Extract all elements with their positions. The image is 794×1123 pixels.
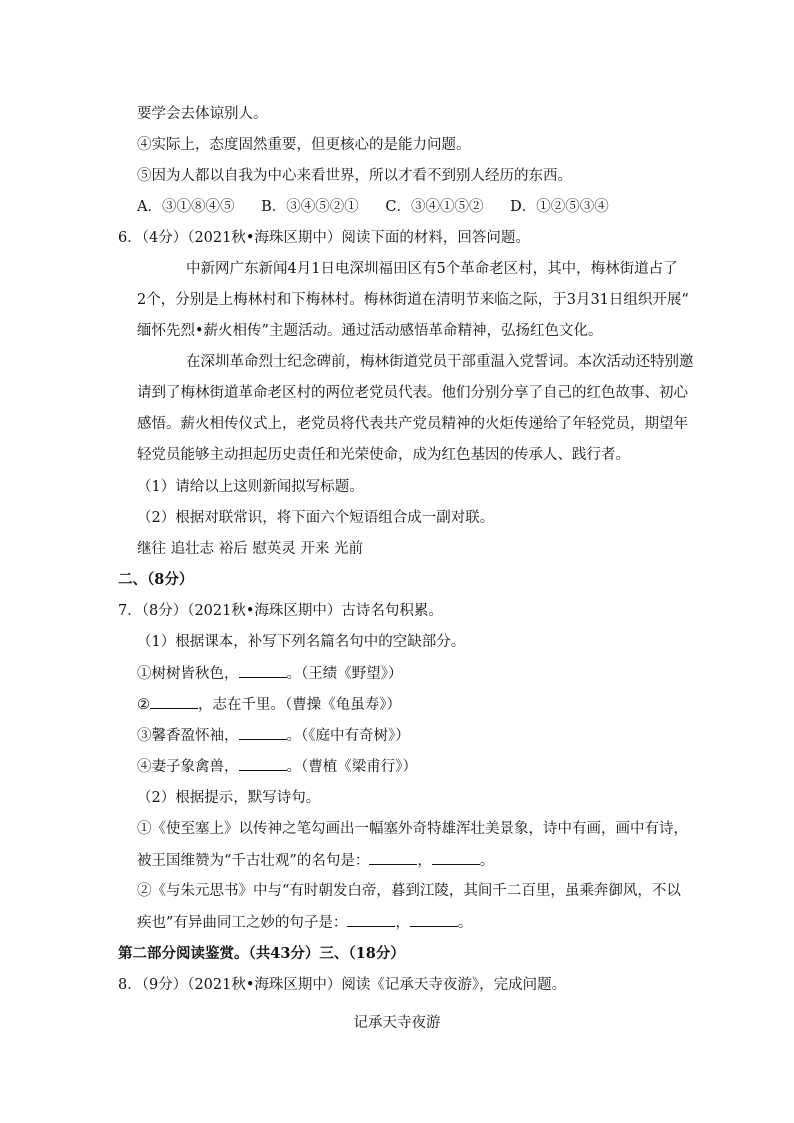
q6-phrases: 继往 追壮志 裕后 慰英灵 开来 光前 xyxy=(137,541,364,557)
q7-prompt-2-line1: ②《与朱元思书》中与“有时朝发白帝，暮到江陵，其间千二百里，虽乘奔御风，不以 xyxy=(137,883,681,899)
q7-line-2-prefix: ② xyxy=(137,697,150,713)
answer-blank[interactable] xyxy=(239,663,287,678)
answer-blank[interactable] xyxy=(239,725,287,740)
q7-line-3 xyxy=(137,725,410,746)
q7-prompt-2-text: 疾也”有异曲同工之妙的句子是： xyxy=(137,915,348,931)
answer-blank[interactable] xyxy=(239,756,287,771)
q7-prompt-2-separator: ， xyxy=(395,915,410,931)
part-2-heading: 第二部分阅读鉴赏。（共43分）三、（18分） xyxy=(118,945,405,962)
q7-prompt-1-separator: ， xyxy=(417,853,432,869)
q7-sub2: （2）根据提示，默写诗句。 xyxy=(137,790,321,806)
q7-line-4-prefix: ④妻子象禽兽， xyxy=(137,759,239,775)
answer-blank[interactable] xyxy=(150,694,198,709)
q7-line-3-suffix: 。（《庭中有奇树》） xyxy=(286,728,410,744)
q7-prompt-2-end: 。 xyxy=(457,915,473,931)
section-2-heading: 二、（8分） xyxy=(118,571,194,588)
q6-para2-line2: 请到了梅林街道革命老区村的两位老党员代表。他们分别分享了自己的红色故事、初心 xyxy=(137,385,688,401)
q8-passage-title: 记承天寺夜游 xyxy=(353,1015,441,1031)
q7-line-2-suffix: ，志在千里。（曹操《龟虽寿》） xyxy=(198,697,401,713)
q5-continued-line: 要学会去体谅别人。 xyxy=(137,106,268,122)
q6-para1-line3: 缅怀先烈•薪火相传”主题活动。通过活动感悟革命精神，弘扬红色文化。 xyxy=(137,323,603,339)
q5-item-4: ④实际上，态度固然重要，但更核心的是能力问题。 xyxy=(137,137,471,153)
q7-prompt-1-end: 。 xyxy=(479,853,495,869)
q7-line-1-prefix: ①树树皆秋色， xyxy=(137,666,239,682)
q7-header: 7．（8分）（2021秋•海珠区期中）古诗名句积累。 xyxy=(118,603,443,619)
q5-option-a: A．③①⑧④⑤ xyxy=(137,199,235,215)
q5-options xyxy=(137,197,609,217)
q7-line-3-prefix: ③馨香盈怀袖， xyxy=(137,728,239,744)
q7-prompt-2-line2 xyxy=(137,912,472,933)
q6-para2-line3: 感悟。薪火相传仪式上，老党员将代表共产党员精神的火炬传递给了年轻党员，期望年 xyxy=(137,416,688,432)
q7-line-4-suffix: 。（曹植《梁甫行》） xyxy=(286,759,417,775)
q7-line-1 xyxy=(137,663,403,684)
q5-option-d: D．①②⑤③④ xyxy=(510,199,609,215)
q5-item-5: ⑤因为人都以自我为中心来看世界，所以才看不到别人经历的东西。 xyxy=(137,168,572,184)
q7-prompt-1-line2 xyxy=(137,850,494,871)
q7-prompt-1-text: 被王国维赞为“千古壮观”的名句是： xyxy=(137,853,370,869)
q8-header: 8．（9分）（2021秋•海珠区期中）阅读《记承天寺夜游》，完成问题。 xyxy=(118,977,567,993)
q6-para1-line2: 2个，分别是上梅林村和下梅林村。梅林街道在清明节来临之际，于3月31日组织开展“ xyxy=(137,292,689,308)
q6-para2-line4: 轻党员能够主动担起历史责任和光荣使命，成为红色基因的传承人、践行者。 xyxy=(137,447,630,463)
answer-blank[interactable] xyxy=(410,912,458,927)
q6-para2-line1: 在深圳革命烈士纪念碑前，梅林街道党员干部重温入党誓词。本次活动还特别邀 xyxy=(186,354,694,370)
q7-prompt-1-line1: ①《使至塞上》以传神之笔勾画出一幅塞外奇特雄浑壮美景象，诗中有画，画中有诗， xyxy=(137,821,688,837)
q7-line-4 xyxy=(137,756,417,777)
answer-blank[interactable] xyxy=(432,850,480,865)
q7-line-1-suffix: 。（王绩《野望》） xyxy=(286,666,403,682)
q6-para1-line1: 中新网广东新闻4月1日电深圳福田区有5个革命老区村，其中，梅林街道占了 xyxy=(186,261,678,277)
q6-sub2: （2）根据对联常识，将下面六个短语组合成一副对联。 xyxy=(137,510,495,526)
q5-option-b: B．③④⑤②① xyxy=(261,199,359,215)
q7-line-2 xyxy=(137,694,401,715)
q6-header: 6．（4分）（2021秋•海珠区期中）阅读下面的材料，回答问题。 xyxy=(118,230,530,246)
q7-sub1: （1）根据课本，补写下列名篇名句中的空缺部分。 xyxy=(137,634,466,650)
q5-option-c: C．③④①⑤② xyxy=(385,199,484,215)
q6-sub1: （1）请给以上这则新闻拟写标题。 xyxy=(137,479,364,495)
answer-blank[interactable] xyxy=(369,850,417,865)
answer-blank[interactable] xyxy=(347,912,395,927)
